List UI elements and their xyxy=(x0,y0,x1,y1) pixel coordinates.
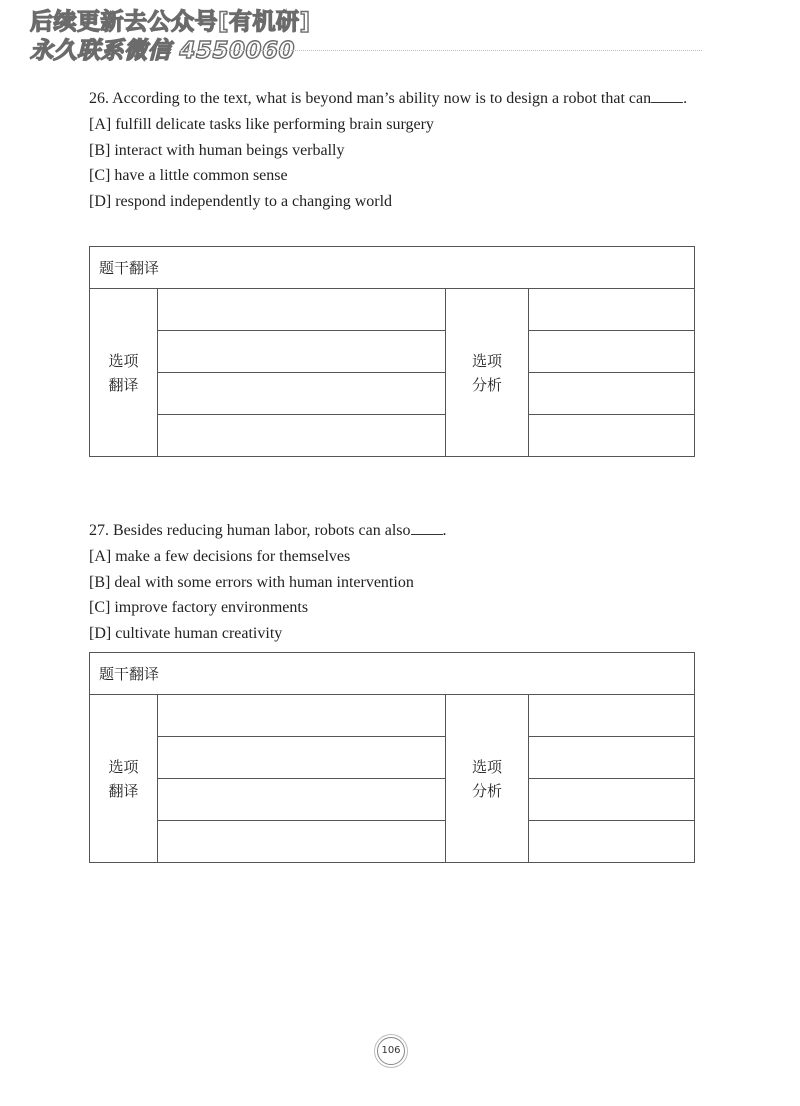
option-c: [C] improve factory environments xyxy=(89,599,309,616)
stem-translation-label: 题干翻译 xyxy=(90,653,695,695)
analysis-cell xyxy=(529,289,695,331)
option-analysis-label: 选项分析 xyxy=(446,289,529,457)
question-27 xyxy=(89,518,695,646)
watermark xyxy=(30,8,350,66)
analysis-cell xyxy=(529,695,695,737)
translation-cell xyxy=(158,821,446,863)
watermark-line-2: 永久联系微信 4550060 xyxy=(30,38,296,64)
page-number: 106 xyxy=(377,1037,405,1065)
translation-cell xyxy=(158,373,446,415)
option-a: [A] make a few decisions for themselves xyxy=(89,548,351,565)
translation-cell xyxy=(158,695,446,737)
option-list xyxy=(89,544,695,646)
translation-cell xyxy=(158,331,446,373)
stem-translation-label: 题干翻译 xyxy=(90,247,695,289)
translation-cell xyxy=(158,415,446,457)
question-stem: 27. Besides reducing human labor, robots can also . xyxy=(89,522,447,539)
watermark-line-1: 后续更新去公众号[有机研] xyxy=(30,9,311,35)
analysis-cell xyxy=(529,373,695,415)
analysis-cell xyxy=(529,821,695,863)
answer-table-26 xyxy=(89,246,695,457)
question-26 xyxy=(89,86,695,214)
option-translation-label: 选项翻译 xyxy=(90,289,158,457)
option-b: [B] deal with some errors with human intervention xyxy=(89,573,414,591)
option-b: [B] interact with human beings verbally xyxy=(89,141,345,159)
option-d: [D] respond independently to a changing world xyxy=(89,192,393,210)
option-list xyxy=(89,112,695,214)
question-stem: 26. According to the text, what is beyond man’s ability now is to design a robot that can . xyxy=(89,90,688,107)
translation-cell xyxy=(158,779,446,821)
analysis-cell xyxy=(529,331,695,373)
option-analysis-label: 选项分析 xyxy=(446,695,529,863)
option-a: [A] fulfill delicate tasks like performing brain surgery xyxy=(89,116,434,133)
translation-cell xyxy=(158,737,446,779)
translation-cell xyxy=(158,289,446,331)
option-c: [C] have a little common sense xyxy=(89,167,288,184)
option-d: [D] cultivate human creativity xyxy=(89,624,283,642)
option-translation-label: 选项翻译 xyxy=(90,695,158,863)
answer-table-27 xyxy=(89,652,695,863)
analysis-cell xyxy=(529,415,695,457)
analysis-cell xyxy=(529,779,695,821)
analysis-cell xyxy=(529,737,695,779)
answer-blank xyxy=(411,520,443,535)
header-dotted-rule xyxy=(180,50,702,51)
answer-blank xyxy=(651,88,683,103)
